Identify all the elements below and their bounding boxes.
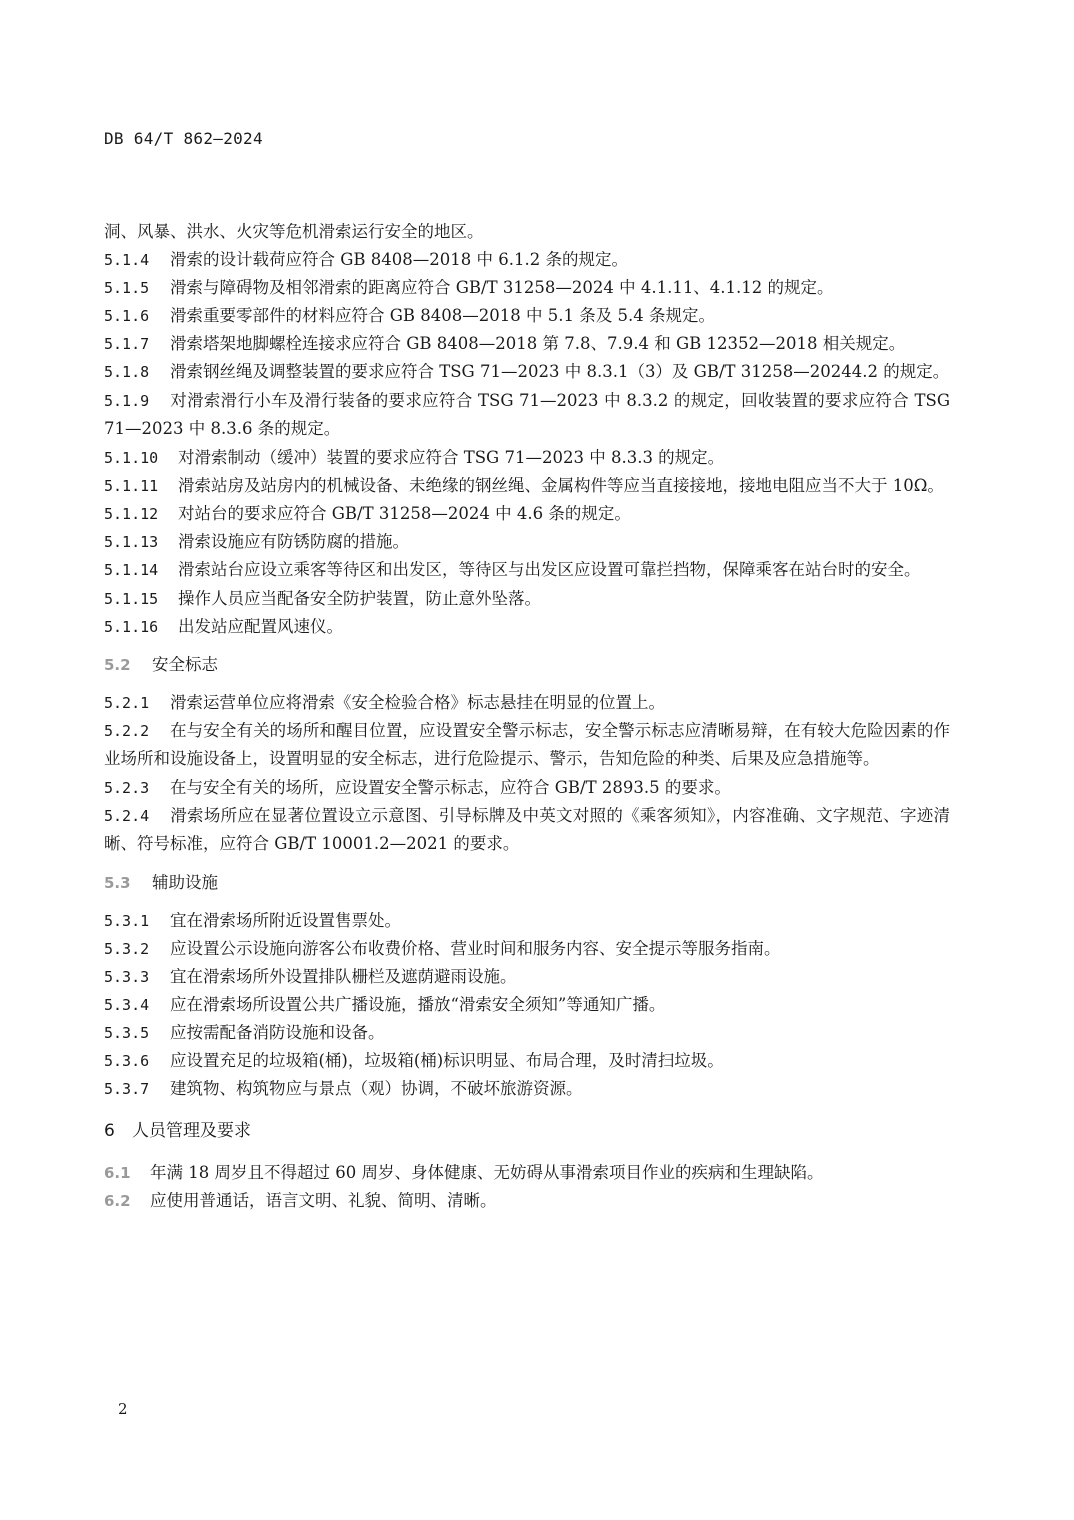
continuation-text: 洞、风暴、洪水、火灾等危机滑索运行安全的地区。 bbox=[104, 222, 484, 241]
clause-5-3-6 bbox=[104, 1047, 950, 1075]
clause-text: 滑索钢丝绳及调整装置的要求应符合 TSG 71—2023 中 8.3.1（3）及 GB/T 31258—20244.2 的规定。 bbox=[170, 362, 950, 381]
clause-5-1-12 bbox=[104, 500, 950, 528]
clause-5-1-5 bbox=[104, 274, 950, 302]
clause-5-1-7 bbox=[104, 330, 950, 358]
clause-number: 5.1.4 bbox=[104, 251, 150, 269]
chapter-heading-6 bbox=[104, 1117, 950, 1145]
clause-group-5-3 bbox=[104, 907, 950, 1103]
clause-number: 5.2.1 bbox=[104, 693, 150, 712]
clause-text: 对滑索制动（缓冲）装置的要求应符合 TSG 71—2023 中 8.3.3 的规定。 bbox=[178, 447, 725, 467]
clause-number: 5.1.12 bbox=[104, 505, 159, 523]
section-title: 安全标志 bbox=[152, 654, 218, 674]
clause-text: 滑索重要零部件的材料应符合 GB 8408—2018 中 5.1 条及 5.4 条规定。 bbox=[170, 306, 715, 325]
clause-group-6 bbox=[104, 1159, 950, 1215]
section-number: 5.3 bbox=[104, 873, 131, 892]
clause-5-3-4 bbox=[104, 991, 950, 1019]
clause-text: 应在滑索场所设置公共广播设施，播放“滑索安全须知”等通知广播。 bbox=[170, 994, 666, 1014]
clause-text: 滑索运营单位应将滑索《安全检验合格》标志悬挂在明显的位置上。 bbox=[170, 692, 665, 712]
clause-number: 5.1.11 bbox=[104, 476, 159, 495]
clause-5-1-8 bbox=[104, 358, 950, 387]
clause-5-2-1 bbox=[104, 689, 950, 717]
clause-text: 应按需配备消防设施和设备。 bbox=[170, 1022, 385, 1042]
clause-number: 5.1.13 bbox=[104, 533, 159, 551]
chapter-number: 6 bbox=[104, 1120, 115, 1141]
clause-number: 5.1.15 bbox=[104, 589, 159, 608]
clause-5-1-14 bbox=[104, 556, 950, 585]
clause-5-1-16 bbox=[104, 613, 950, 641]
clause-text: 对站台的要求应符合 GB/T 31258—2024 中 4.6 条的规定。 bbox=[178, 504, 631, 523]
clause-5-3-2 bbox=[104, 935, 950, 963]
clause-number: 5.3.2 bbox=[104, 939, 150, 958]
clause-5-1-4 bbox=[104, 246, 950, 274]
clause-text: 操作人员应当配备安全防护装置，防止意外坠落。 bbox=[178, 588, 541, 608]
clause-text: 应使用普通话，语言文明、礼貌、简明、清晰。 bbox=[150, 1190, 497, 1210]
clause-5-1-15 bbox=[104, 585, 950, 613]
clause-number: 5.2.2 bbox=[104, 721, 150, 740]
clause-text: 应设置充足的垃圾箱(桶)，垃圾箱(桶)标识明显、布局合理，及时清扫垃圾。 bbox=[170, 1050, 724, 1070]
clause-text: 滑索的设计载荷应符合 GB 8408—2018 中 6.1.2 条的规定。 bbox=[170, 250, 628, 269]
clause-number: 5.3.3 bbox=[104, 967, 150, 986]
clause-5-2-3 bbox=[104, 774, 950, 802]
clause-5-3-5 bbox=[104, 1019, 950, 1047]
clause-5-1-10 bbox=[104, 444, 950, 472]
clause-5-1-9 bbox=[104, 387, 950, 444]
page-number: 2 bbox=[118, 1400, 128, 1418]
clause-text: 应设置公示设施向游客公布收费价格、营业时间和服务内容、安全提示等服务指南。 bbox=[170, 938, 781, 958]
clause-5-3-3 bbox=[104, 963, 950, 991]
clause-number: 5.3.7 bbox=[104, 1079, 150, 1098]
clause-text: 出发站应配置风速仪。 bbox=[178, 616, 343, 636]
clause-text: 宜在滑索场所外设置排队栅栏及遮荫避雨设施。 bbox=[170, 966, 517, 986]
clause-5-2-2 bbox=[104, 717, 950, 774]
clause-text: 滑索设施应有防锈防腐的措施。 bbox=[178, 532, 409, 551]
clause-text: 滑索塔架地脚螺栓连接求应符合 GB 8408—2018 第 7.8、7.9.4 和 GB 12352—2018 相关规定。 bbox=[170, 334, 906, 353]
clause-group-5-2 bbox=[104, 689, 950, 859]
clause-5-2-4 bbox=[104, 802, 950, 859]
section-heading-5-3 bbox=[104, 869, 950, 897]
clause-number: 5.1.8 bbox=[104, 363, 150, 381]
clause-number: 5.1.5 bbox=[104, 279, 150, 297]
clause-number: 5.3.1 bbox=[104, 911, 150, 930]
clause-number: 5.1.7 bbox=[104, 335, 150, 353]
section-number: 5.2 bbox=[104, 655, 131, 674]
clause-6-1 bbox=[104, 1159, 950, 1187]
clause-number: 5.3.6 bbox=[104, 1051, 150, 1070]
clause-number: 5.2.3 bbox=[104, 778, 150, 797]
clause-text: 在与安全有关的场所和醒目位置，应设置安全警示标志，安全警示标志应清晰易辩，在有较大危险因素的作业场所和设施设备上，设置明显的安全标志，进行危险提示、警示，告知危险的种类、后果及应急措施等。 bbox=[104, 720, 950, 768]
section-heading-5-2 bbox=[104, 651, 950, 679]
clause-number: 6.2 bbox=[104, 1191, 131, 1210]
clause-number: 5.1.14 bbox=[104, 561, 159, 579]
clause-5-1-11 bbox=[104, 472, 950, 501]
clause-number: 5.1.16 bbox=[104, 617, 159, 636]
clause-number: 5.3.4 bbox=[104, 995, 150, 1014]
section-title: 辅助设施 bbox=[152, 872, 218, 892]
clause-number: 6.1 bbox=[104, 1163, 131, 1182]
clause-text: 年满 18 周岁且不得超过 60 周岁、身体健康、无妨碍从事滑索项目作业的疾病和生理缺陷。 bbox=[150, 1162, 824, 1182]
document-body bbox=[104, 218, 950, 1215]
clause-text: 建筑物、构筑物应与景点（观）协调，不破坏旅游资源。 bbox=[170, 1078, 583, 1098]
clause-text: 滑索场所应在显著位置设立示意图、引导标牌及中英文对照的《乘客须知》，内容准确、文字规范、字迹清晰、符号标准，应符合 GB/T 10001.2—2021 的要求。 bbox=[104, 805, 950, 853]
clause-number: 5.1.6 bbox=[104, 307, 150, 325]
clause-text: 滑索与障碍物及相邻滑索的距离应符合 GB/T 31258—2024 中 4.1.11、4.1.12 的规定。 bbox=[170, 278, 834, 297]
clause-text: 在与安全有关的场所，应设置安全警示标志，应符合 GB/T 2893.5 的要求。 bbox=[170, 777, 731, 797]
clause-5-3-7 bbox=[104, 1075, 950, 1103]
clause-number: 5.3.5 bbox=[104, 1023, 150, 1042]
chapter-title: 人员管理及要求 bbox=[132, 1120, 251, 1141]
clause-number: 5.2.4 bbox=[104, 806, 150, 825]
clause-group-5-1 bbox=[104, 246, 950, 641]
clause-number: 5.1.9 bbox=[104, 391, 150, 410]
clause-5-1-13 bbox=[104, 528, 950, 556]
clause-text: 宜在滑索场所附近设置售票处。 bbox=[170, 910, 401, 930]
clause-6-2 bbox=[104, 1187, 950, 1215]
clause-text: 对滑索滑行小车及滑行装备的要求应符合 TSG 71—2023 中 8.3.2 的规定，回收装置的要求应符合 TSG 71—2023 中 8.3.6 条的规定。 bbox=[104, 390, 950, 438]
clause-text: 滑索站台应设立乘客等待区和出发区，等待区与出发区应设置可靠拦挡物，保障乘客在站台时的安全。 bbox=[178, 560, 921, 579]
clause-5-3-1 bbox=[104, 907, 950, 935]
document-header-code: DB 64/T 862—2024 bbox=[104, 129, 263, 148]
clause-number: 5.1.10 bbox=[104, 448, 159, 467]
clause-text: 滑索站房及站房内的机械设备、未绝缘的钢丝绳、金属构件等应当直接接地，接地电阻应当不大于 10Ω。 bbox=[178, 475, 944, 495]
clause-5-1-6 bbox=[104, 302, 950, 330]
